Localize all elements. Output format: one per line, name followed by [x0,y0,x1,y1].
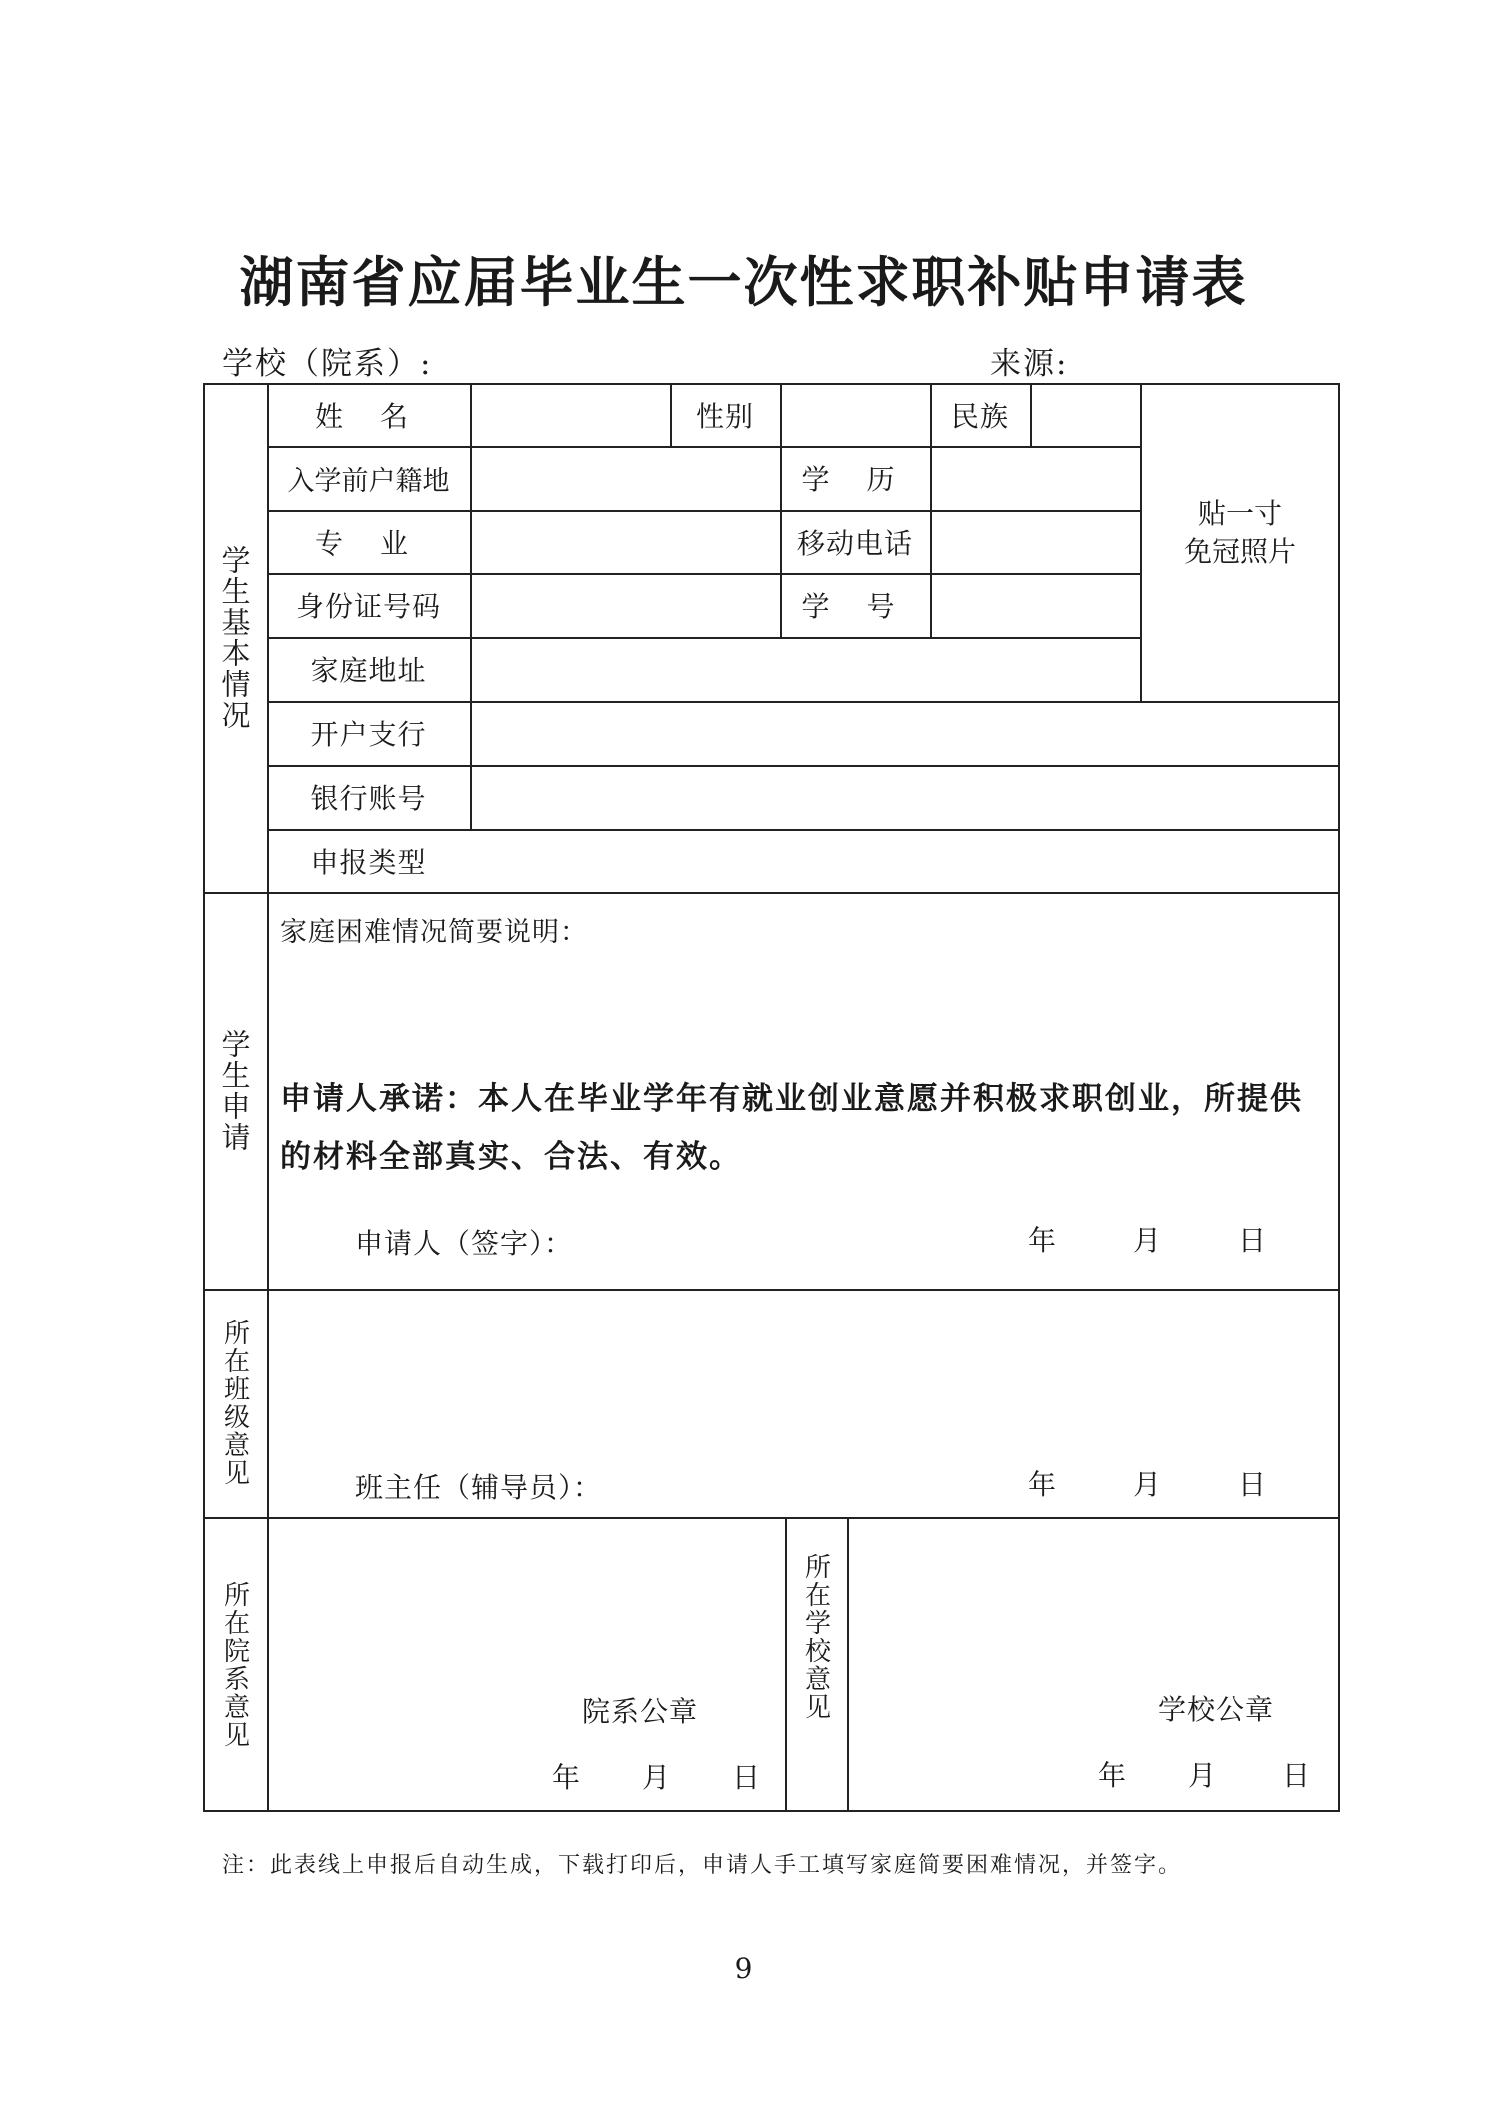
class-date-month: 月 [1133,1468,1163,1501]
source-label: 来源: [990,346,1069,382]
photo-placeholder[interactable] [1140,495,1340,571]
section-line-3 [203,1517,1340,1519]
home-address-label: 家庭地址 [310,654,427,687]
department-seal-label: 院系公章 [582,1695,699,1728]
applicant-promise: 申请人承诺：本人在毕业学年有就业创业意愿并积极求职创业，所提供的材料全部真实、合法、有效。 [280,1081,1303,1175]
class-date-year: 年 [1028,1468,1058,1501]
photo-line-2: 免冠照片 [1183,535,1296,568]
name-label: 姓 名 [315,399,422,433]
student-number-field[interactable] [930,573,1140,637]
section-class-opinion: 所在班级意见 [219,1319,250,1487]
department-date-day: 日 [732,1761,762,1794]
section-line-2 [203,1289,1340,1291]
hardship-description-label: 家庭困难情况简要说明： [280,917,588,948]
footnote: 注：此表线上申报后自动生成，下载打印后，申请人手工填写家庭简要困难情况，并签字。 [222,1853,1183,1878]
home-address-field[interactable] [470,637,1140,701]
id-number-label: 身份证号码 [295,590,441,623]
photo-line-1: 贴一寸 [1197,497,1282,530]
bank-account-field[interactable] [470,765,1340,829]
section-student-application: 学生申请 [217,1028,252,1153]
gender-field[interactable] [780,383,930,446]
applicant-date-month: 月 [1133,1224,1163,1257]
page-number: 9 [734,1952,753,1985]
school-date-year: 年 [1098,1759,1128,1792]
ethnicity-field[interactable] [1030,383,1140,446]
gender-label: 性别 [695,399,754,433]
section-line-1 [203,892,1340,894]
school-date-day: 日 [1282,1759,1312,1792]
applicant-signature-label[interactable]: 申请人（签字）： [355,1227,574,1260]
bank-branch-field[interactable] [470,701,1340,765]
section-basic-info: 学生基本情况 [217,544,252,731]
section-school-opinion: 所在学校意见 [800,1553,831,1721]
student-number-label: 学 号 [801,590,909,623]
ethnicity-label: 民族 [950,399,1009,433]
applicant-date-day: 日 [1238,1224,1268,1257]
apply-type-field[interactable] [470,829,1340,892]
phone-label: 移动电话 [796,526,913,560]
major-label: 专 业 [315,526,422,560]
applicant-date-year: 年 [1028,1224,1058,1257]
department-date-year: 年 [552,1761,582,1794]
department-date-month: 月 [642,1761,672,1794]
class-date-day: 日 [1238,1468,1268,1501]
hukou-label: 入学前户籍地 [287,465,450,497]
education-label: 学 历 [801,463,909,496]
education-field[interactable] [930,446,1140,510]
school-date-month: 月 [1188,1759,1218,1792]
bank-account-label: 银行账号 [310,782,427,815]
school-label-right-line [847,1517,849,1812]
page-title: 湖南省应届毕业生一次性求职补贴申请表 [239,250,1248,314]
major-field[interactable] [470,510,780,573]
name-field[interactable] [470,383,670,446]
hukou-field[interactable] [470,446,780,510]
id-number-field[interactable] [470,573,780,637]
class-advisor-signature-label[interactable]: 班主任（辅导员）： [355,1471,603,1504]
bank-branch-label: 开户支行 [310,718,427,751]
apply-type-label: 申报类型 [310,845,427,879]
phone-field[interactable] [930,510,1140,573]
school-department-label: 学校（院系）: [222,346,433,382]
section-department-opinion: 所在院系意见 [219,1580,250,1749]
school-seal-label: 学校公章 [1158,1693,1275,1726]
